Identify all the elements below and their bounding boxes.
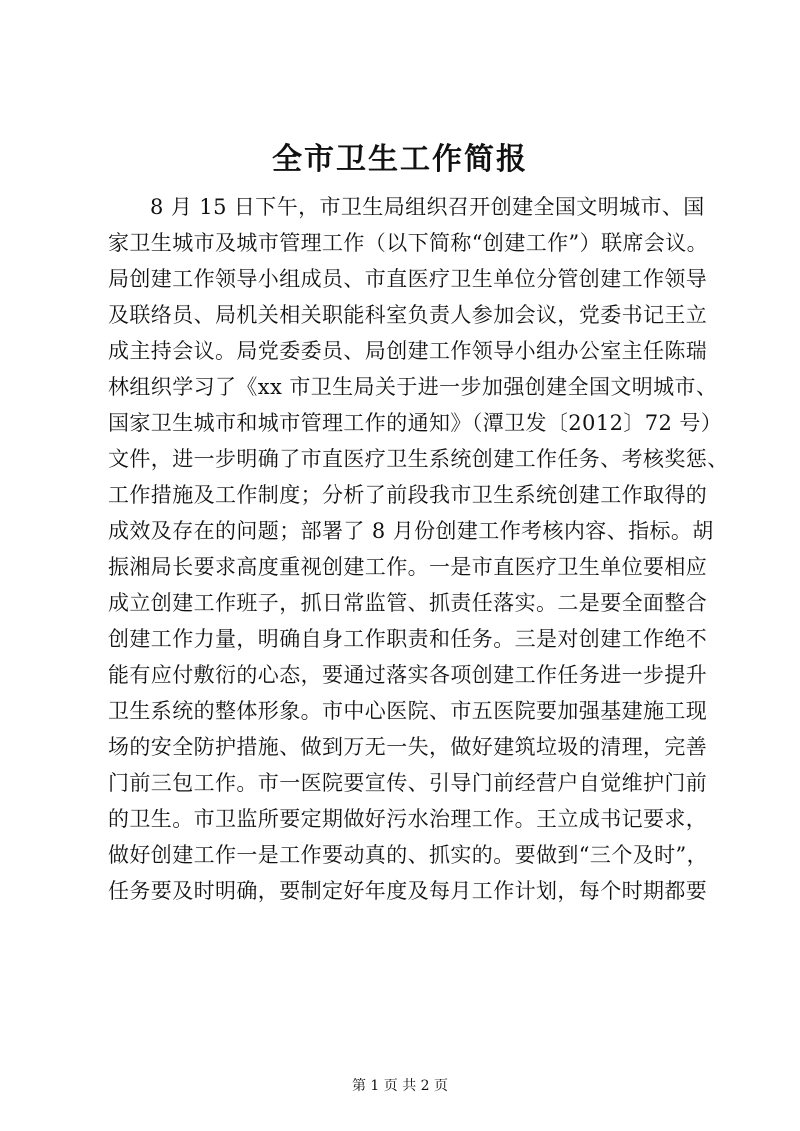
body-line: 场的安全防护措施、做到万无一失，做好建筑垃圾的清理，完善 bbox=[108, 735, 708, 759]
document-title: 全市卫生工作简报 bbox=[272, 142, 528, 177]
body-line: 任务要及时明确，要制定好年度及每月工作计划，每个时期都要 bbox=[108, 879, 708, 903]
body-line: 振湘局长要求高度重视创建工作。一是市直医疗卫生单位要相应 bbox=[108, 555, 708, 579]
body-line: 家卫生城市及城市管理工作（以下简称“创建工作”）联席会议。 bbox=[108, 231, 709, 255]
body-line: 成主持会议。局党委委员、局创建工作领导小组办公室主任陈瑞 bbox=[108, 339, 708, 363]
body-line: 能有应付敷衍的心态，要通过落实各项创建工作任务进一步提升 bbox=[108, 663, 708, 687]
body-line: 成立创建工作班子，抓日常监管、抓责任落实。二是要全面整合 bbox=[108, 591, 708, 615]
body-line: 8 月 15 日下午，市卫生局组织召开创建全国文明城市、国 bbox=[150, 195, 705, 219]
body-line: 卫生系统的整体形象。市中心医院、市五医院要加强基建施工现 bbox=[108, 699, 708, 723]
page-footer: 第 1 页 共 2 页 bbox=[351, 1078, 449, 1094]
body-line: 及联络员、局机关相关职能科室负责人参加会议，党委书记王立 bbox=[108, 303, 708, 327]
body-line: 的卫生。市卫监所要定期做好污水治理工作。王立成书记要求， bbox=[108, 807, 708, 831]
body-line: 局创建工作领导小组成员、市直医疗卫生单位分管创建工作领导 bbox=[108, 267, 708, 291]
body-line: 文件，进一步明确了市直医疗卫生系统创建工作任务、考核奖惩、 bbox=[108, 447, 729, 471]
body-line: 工作措施及工作制度；分析了前段我市卫生系统创建工作取得的 bbox=[108, 483, 708, 507]
body-line: 成效及存在的问题；部署了 8 月份创建工作考核内容、指标。胡 bbox=[108, 519, 714, 543]
body-line: 林组织学习了《xx 市卫生局关于进一步加强创建全国文明城市、 bbox=[108, 375, 718, 399]
document-body bbox=[108, 189, 729, 909]
body-line: 做好创建工作一是工作要动真的、抓实的。要做到“三个及时”， bbox=[108, 843, 709, 867]
body-line: 创建工作力量，明确自身工作职责和任务。三是对创建工作绝不 bbox=[108, 627, 708, 651]
body-line: 门前三包工作。市一医院要宣传、引导门前经营户自觉维护门前 bbox=[108, 771, 708, 795]
body-line: 国家卫生城市和城市管理工作的通知》（潭卫发〔2012〕72 号） bbox=[108, 411, 723, 435]
